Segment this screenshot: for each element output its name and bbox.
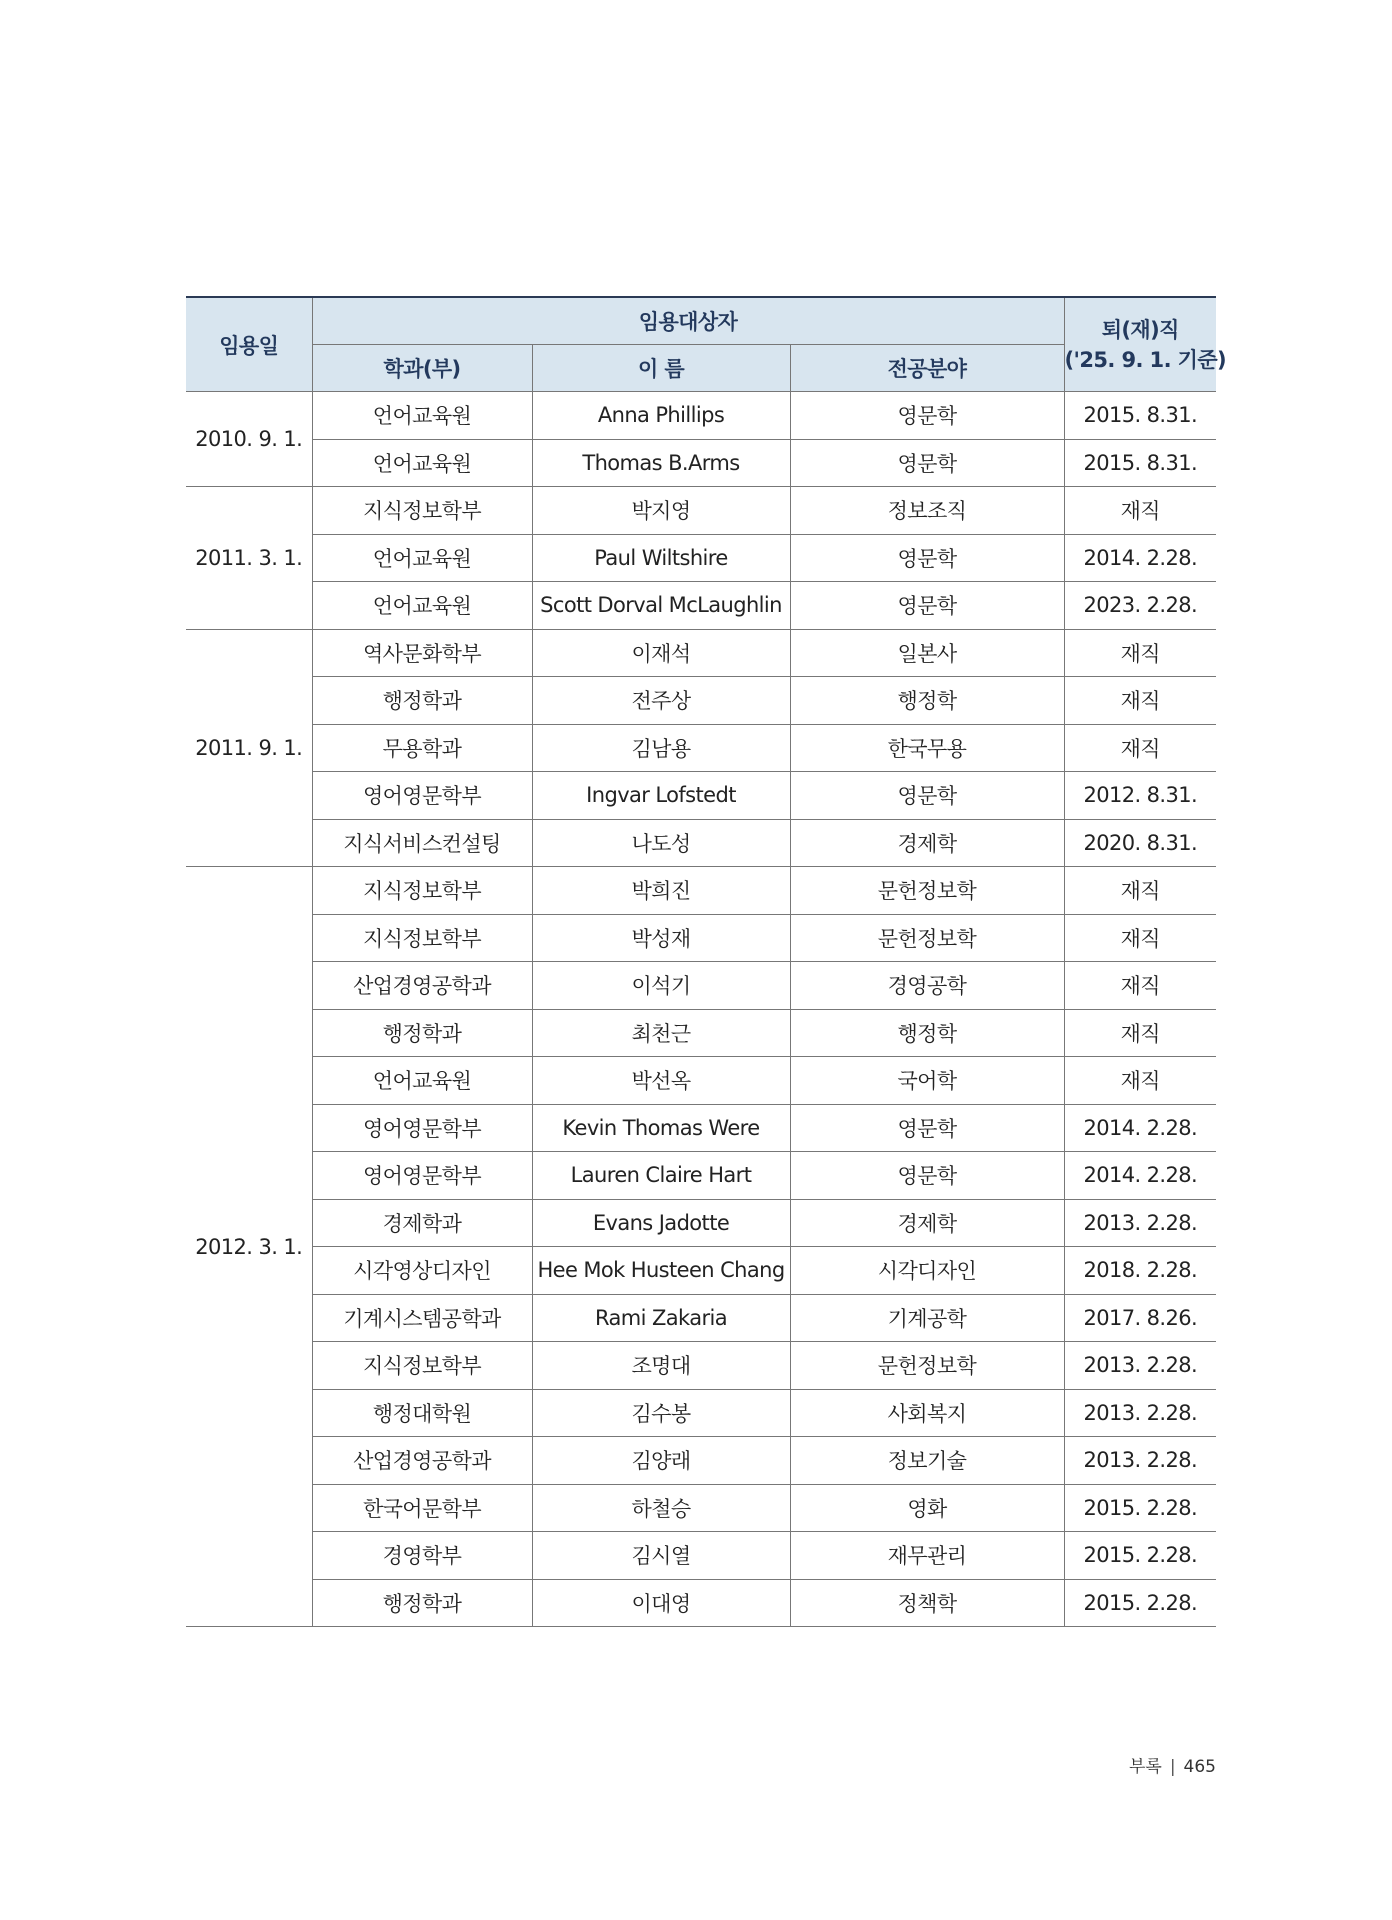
- table-row: [186, 914, 1216, 962]
- table-row: [186, 677, 1216, 725]
- major-cell: 영문학: [790, 1152, 1064, 1200]
- footer-section-label: 부록: [1128, 1757, 1162, 1777]
- major-cell: 영문학: [790, 392, 1064, 440]
- table-body: [186, 392, 1216, 1627]
- status-cell: 재직: [1064, 914, 1216, 962]
- department-cell: 경제학과: [312, 1199, 532, 1247]
- header-department: 학과(부): [312, 345, 532, 392]
- major-cell: 영문학: [790, 1104, 1064, 1152]
- name-cell: 이석기: [532, 962, 790, 1010]
- major-cell: 영화: [790, 1484, 1064, 1532]
- department-cell: 산업경영공학과: [312, 1437, 532, 1485]
- major-cell: 문헌정보학: [790, 1342, 1064, 1390]
- status-cell: 2013. 2.28.: [1064, 1342, 1216, 1390]
- table-row: [186, 962, 1216, 1010]
- name-cell: 박지영: [532, 487, 790, 535]
- department-cell: 지식서비스컨설팅: [312, 819, 532, 867]
- major-cell: 정보기술: [790, 1437, 1064, 1485]
- department-cell: 언어교육원: [312, 439, 532, 487]
- name-cell: 박성재: [532, 914, 790, 962]
- department-cell: 역사문화학부: [312, 629, 532, 677]
- name-cell: Hee Mok Husteen Chang: [532, 1247, 790, 1295]
- table-row: [186, 1199, 1216, 1247]
- header-appointment-date: 임용일: [186, 297, 312, 392]
- status-cell: 2015. 2.28.: [1064, 1484, 1216, 1532]
- page-footer: [1129, 1752, 1216, 1777]
- status-cell: 2014. 2.28.: [1064, 1104, 1216, 1152]
- page-number: 465: [1183, 1757, 1216, 1777]
- major-cell: 행정학: [790, 1009, 1064, 1057]
- appointment-date-cell: 2011. 3. 1.: [186, 487, 312, 630]
- name-cell: Rami Zakaria: [532, 1294, 790, 1342]
- status-cell: 2015. 2.28.: [1064, 1532, 1216, 1580]
- name-cell: 박선옥: [532, 1057, 790, 1105]
- department-cell: 영어영문학부: [312, 772, 532, 820]
- status-cell: 2018. 2.28.: [1064, 1247, 1216, 1295]
- table-row: [186, 1152, 1216, 1200]
- table-row: [186, 1104, 1216, 1152]
- table-row: [186, 772, 1216, 820]
- status-cell: 2020. 8.31.: [1064, 819, 1216, 867]
- table-row: [186, 439, 1216, 487]
- appointment-date-cell: 2010. 9. 1.: [186, 392, 312, 487]
- name-cell: 김시열: [532, 1532, 790, 1580]
- department-cell: 행정학과: [312, 1009, 532, 1057]
- department-cell: 시각영상디자인: [312, 1247, 532, 1295]
- major-cell: 한국무용: [790, 724, 1064, 772]
- name-cell: Scott Dorval McLaughlin: [532, 582, 790, 630]
- department-cell: 한국어문학부: [312, 1484, 532, 1532]
- department-cell: 언어교육원: [312, 1057, 532, 1105]
- name-cell: 이대영: [532, 1579, 790, 1627]
- major-cell: 행정학: [790, 677, 1064, 725]
- header-name: 이 름: [532, 345, 790, 392]
- table-row: [186, 629, 1216, 677]
- status-cell: 2014. 2.28.: [1064, 534, 1216, 582]
- department-cell: 지식정보학부: [312, 867, 532, 915]
- major-cell: 정보조직: [790, 487, 1064, 535]
- table-row: [186, 1009, 1216, 1057]
- department-cell: 무용학과: [312, 724, 532, 772]
- table-row: [186, 1294, 1216, 1342]
- department-cell: 행정대학원: [312, 1389, 532, 1437]
- header-appointee: 임용대상자: [312, 297, 1064, 345]
- status-cell: 재직: [1064, 867, 1216, 915]
- department-cell: 지식정보학부: [312, 1342, 532, 1390]
- name-cell: 이재석: [532, 629, 790, 677]
- status-cell: 2015. 8.31.: [1064, 439, 1216, 487]
- name-cell: Evans Jadotte: [532, 1199, 790, 1247]
- status-cell: 재직: [1064, 629, 1216, 677]
- table-row: [186, 1342, 1216, 1390]
- department-cell: 지식정보학부: [312, 914, 532, 962]
- status-cell: 2013. 2.28.: [1064, 1389, 1216, 1437]
- table-row: [186, 534, 1216, 582]
- header-row-sub: [186, 345, 1216, 392]
- department-cell: 언어교육원: [312, 392, 532, 440]
- major-cell: 경제학: [790, 1199, 1064, 1247]
- status-cell: 재직: [1064, 962, 1216, 1010]
- department-cell: 행정학과: [312, 677, 532, 725]
- department-cell: 산업경영공학과: [312, 962, 532, 1010]
- major-cell: 국어학: [790, 1057, 1064, 1105]
- status-cell: 2015. 8.31.: [1064, 392, 1216, 440]
- major-cell: 문헌정보학: [790, 867, 1064, 915]
- table-row: [186, 1532, 1216, 1580]
- header-major: 전공분야: [790, 345, 1064, 392]
- name-cell: 김남용: [532, 724, 790, 772]
- status-cell: 2013. 2.28.: [1064, 1199, 1216, 1247]
- major-cell: 재무관리: [790, 1532, 1064, 1580]
- table-row: [186, 1389, 1216, 1437]
- department-cell: 영어영문학부: [312, 1104, 532, 1152]
- table-row: [186, 582, 1216, 630]
- table-row: [186, 1057, 1216, 1105]
- name-cell: 하철승: [532, 1484, 790, 1532]
- name-cell: 박희진: [532, 867, 790, 915]
- major-cell: 영문학: [790, 439, 1064, 487]
- name-cell: 김양래: [532, 1437, 790, 1485]
- header-status-line2: ('25. 9. 1. 기준): [1064, 347, 1227, 372]
- status-cell: 재직: [1064, 1009, 1216, 1057]
- status-cell: 2015. 2.28.: [1064, 1579, 1216, 1627]
- header-row-top: [186, 297, 1216, 345]
- name-cell: 전주상: [532, 677, 790, 725]
- department-cell: 기계시스템공학과: [312, 1294, 532, 1342]
- table-row: [186, 487, 1216, 535]
- department-cell: 경영학부: [312, 1532, 532, 1580]
- status-cell: 2014. 2.28.: [1064, 1152, 1216, 1200]
- department-cell: 행정학과: [312, 1579, 532, 1627]
- major-cell: 영문학: [790, 582, 1064, 630]
- appointment-date-cell: 2011. 9. 1.: [186, 629, 312, 867]
- major-cell: 시각디자인: [790, 1247, 1064, 1295]
- status-cell: 2013. 2.28.: [1064, 1437, 1216, 1485]
- major-cell: 영문학: [790, 534, 1064, 582]
- department-cell: 지식정보학부: [312, 487, 532, 535]
- name-cell: 최천근: [532, 1009, 790, 1057]
- status-cell: 2017. 8.26.: [1064, 1294, 1216, 1342]
- table-row: [186, 1247, 1216, 1295]
- name-cell: Thomas B.Arms: [532, 439, 790, 487]
- appointment-table: [186, 296, 1227, 1627]
- table-row: [186, 392, 1216, 440]
- major-cell: 영문학: [790, 772, 1064, 820]
- department-cell: 언어교육원: [312, 582, 532, 630]
- major-cell: 정책학: [790, 1579, 1064, 1627]
- department-cell: 언어교육원: [312, 534, 532, 582]
- major-cell: 기계공학: [790, 1294, 1064, 1342]
- name-cell: 나도성: [532, 819, 790, 867]
- table-row: [186, 1579, 1216, 1627]
- table-row: [186, 819, 1216, 867]
- name-cell: 조명대: [532, 1342, 790, 1390]
- table-row: [186, 867, 1216, 915]
- name-cell: 김수봉: [532, 1389, 790, 1437]
- appointment-date-cell: 2012. 3. 1.: [186, 867, 312, 1627]
- name-cell: Paul Wiltshire: [532, 534, 790, 582]
- table-row: [186, 1437, 1216, 1485]
- major-cell: 경제학: [790, 819, 1064, 867]
- major-cell: 일본사: [790, 629, 1064, 677]
- major-cell: 문헌정보학: [790, 914, 1064, 962]
- name-cell: Ingvar Lofstedt: [532, 772, 790, 820]
- major-cell: 사회복지: [790, 1389, 1064, 1437]
- status-cell: 2023. 2.28.: [1064, 582, 1216, 630]
- name-cell: Kevin Thomas Were: [532, 1104, 790, 1152]
- header-status-line1: 퇴(재)직: [1101, 317, 1179, 342]
- footer-separator: |: [1169, 1757, 1176, 1777]
- status-cell: 재직: [1064, 487, 1216, 535]
- major-cell: 경영공학: [790, 962, 1064, 1010]
- table-row: [186, 1484, 1216, 1532]
- table-row: [186, 724, 1216, 772]
- name-cell: Anna Phillips: [532, 392, 790, 440]
- status-cell: 재직: [1064, 677, 1216, 725]
- status-cell: 재직: [1064, 1057, 1216, 1105]
- name-cell: Lauren Claire Hart: [532, 1152, 790, 1200]
- header-status: [1064, 297, 1227, 392]
- department-cell: 영어영문학부: [312, 1152, 532, 1200]
- status-cell: 재직: [1064, 724, 1216, 772]
- status-cell: 2012. 8.31.: [1064, 772, 1216, 820]
